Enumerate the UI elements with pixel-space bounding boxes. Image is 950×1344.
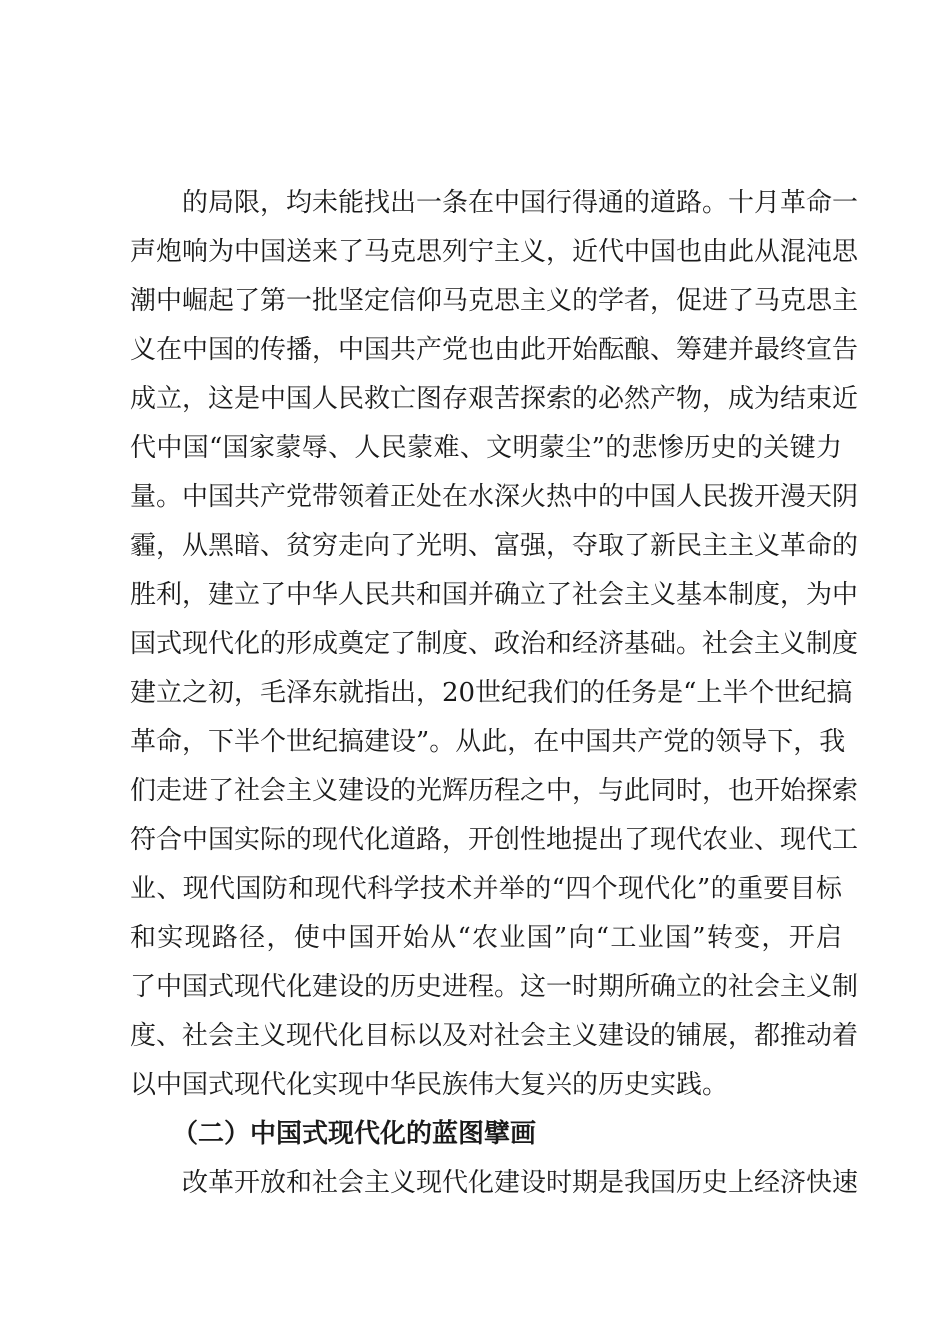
- paragraph-1-line: 符合中国实际的现代化道路，开创性地提出了现代农业、现代工: [130, 825, 859, 855]
- paragraph-1-line: 业、现代国防和现代科学技术并举的“四个现代化”的重要目标: [130, 874, 842, 904]
- paragraph-1-line: 量。中国共产党带领着正处在水深火热中的中国人民拨开漫天阴: [130, 482, 859, 512]
- section-heading: （二）中国式现代化的蓝图擘画: [172, 1119, 537, 1149]
- paragraph-1-line: 胜利，建立了中华人民共和国并确立了社会主义基本制度，为中: [130, 580, 859, 610]
- paragraph-1-line: 成立，这是中国人民救亡图存艰苦探索的必然产物，成为结束近: [130, 384, 859, 414]
- paragraph-1-line: 霾，从黑暗、贫穷走向了光明、富强，夺取了新民主主义革命的: [130, 531, 859, 561]
- paragraph-1-line: 的局限，均未能找出一条在中国行得通的道路。十月革命一: [182, 188, 859, 218]
- paragraph-1-line: 代中国“国家蒙辱、人民蒙难、文明蒙尘”的悲惨历史的关键力: [130, 433, 842, 463]
- paragraph-1-line: 和实现路径，使中国开始从“农业国”向“工业国”转变，开启: [130, 923, 842, 953]
- paragraph-1-line: 了中国式现代化建设的历史进程。这一时期所确立的社会主义制: [130, 972, 859, 1002]
- paragraph-1-line: 度、社会主义现代化目标以及对社会主义建设的铺展，都推动着: [130, 1021, 859, 1051]
- paragraph-1-line: 国式现代化的形成奠定了制度、政治和经济基础。社会主义制度: [130, 629, 859, 659]
- paragraph-1-line: 义在中国的传播，中国共产党也由此开始酝酿、筹建并最终宣告: [130, 335, 859, 365]
- paragraph-1-line: 以中国式现代化实现中华民族伟大复兴的历史实践。: [130, 1070, 729, 1100]
- paragraph-1-line: 声炮响为中国送来了马克思列宁主义，近代中国也由此从混沌思: [130, 237, 859, 267]
- paragraph-1-line: 们走进了社会主义建设的光辉历程之中，与此同时，也开始探索: [130, 776, 859, 806]
- paragraph-1-line: 建立之初，毛泽东就指出，20世纪我们的任务是“上半个世纪搞: [130, 678, 853, 708]
- paragraph-1-line: 潮中崛起了第一批坚定信仰马克思主义的学者，促进了马克思主: [130, 286, 859, 316]
- paragraph-2-line: 改革开放和社会主义现代化建设时期是我国历史上经济快速: [182, 1168, 859, 1198]
- paragraph-1-line: 革命，下半个世纪搞建设”。从此，在中国共产党的领导下，我: [130, 727, 846, 757]
